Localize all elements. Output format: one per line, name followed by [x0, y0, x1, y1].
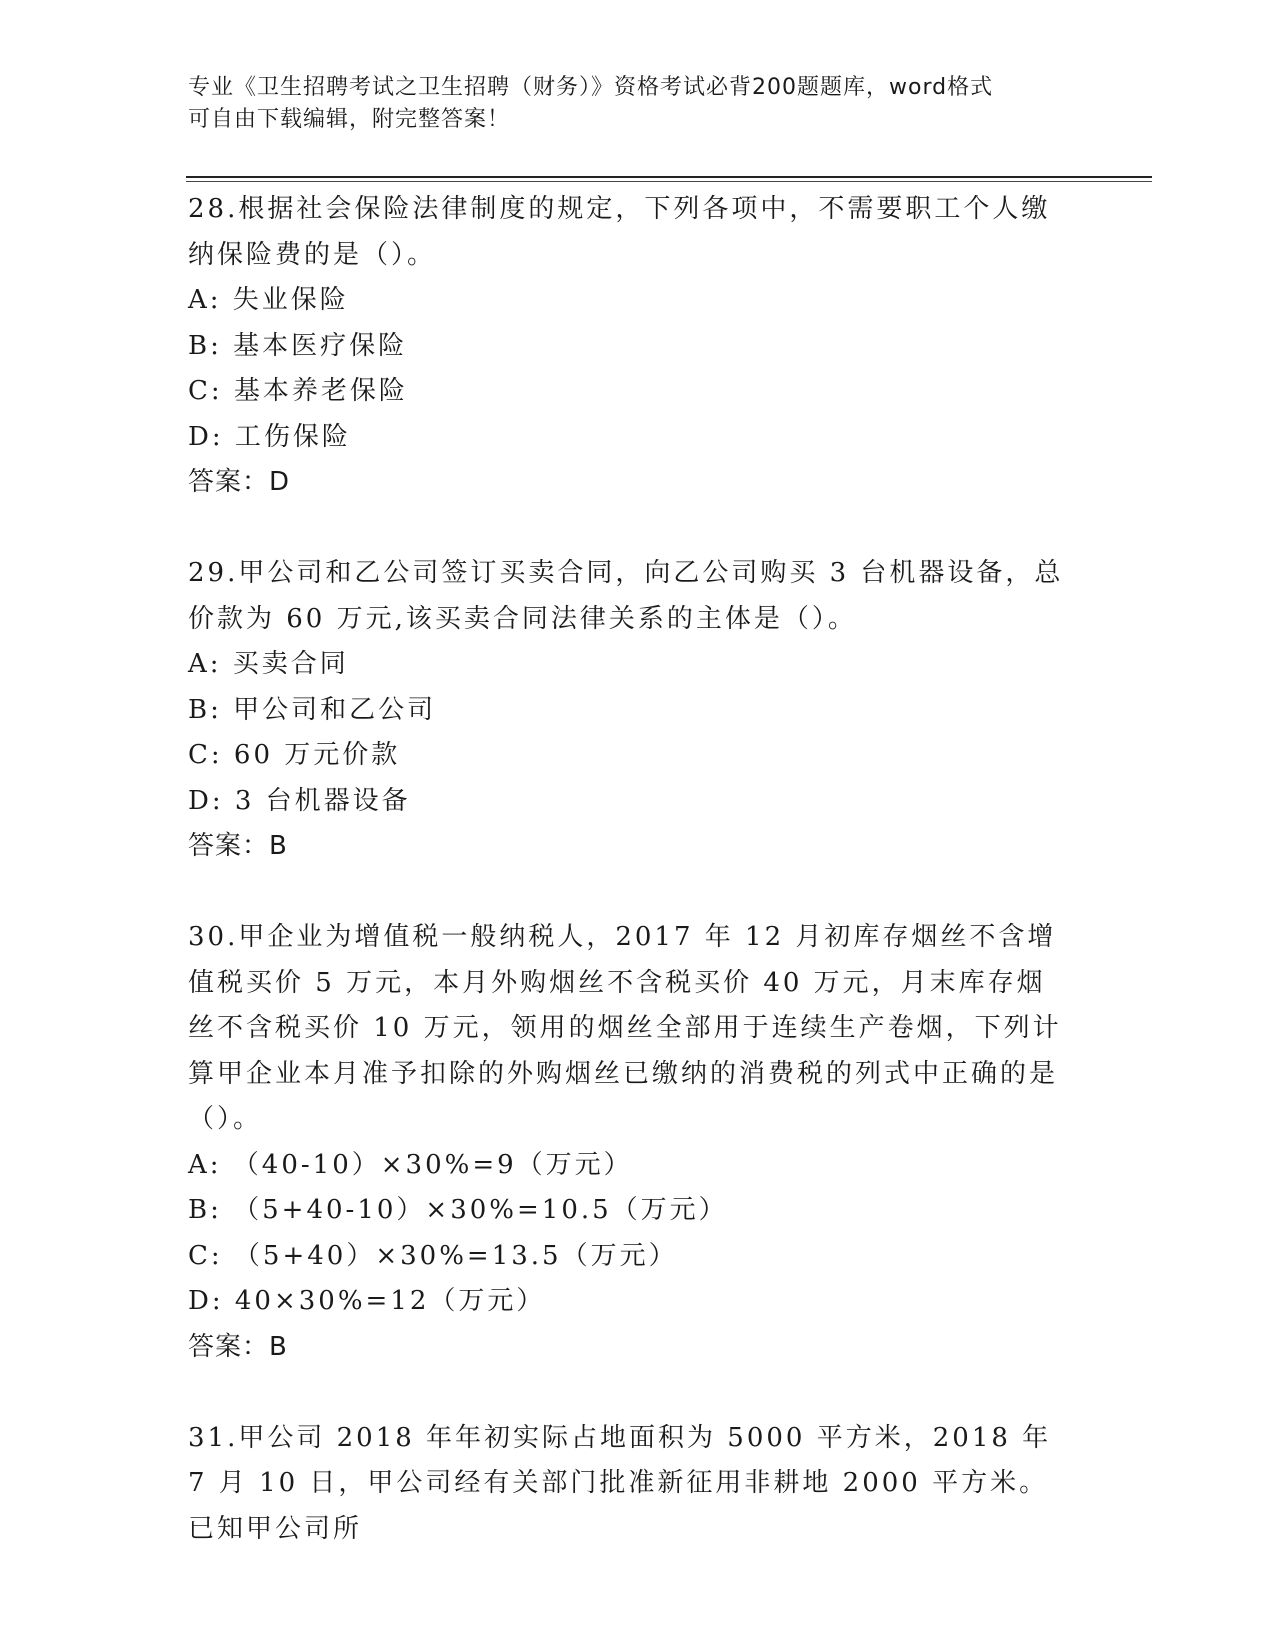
spacer [188, 1370, 1068, 1416]
option-b: B: 基本医疗保险 [188, 330, 408, 361]
question-text: 30.甲企业为增值税一般纳税人，2017 年 12 月初库存烟丝不含增值税买价 5 万元，本月外购烟丝不含税买价 40 万元，月末库存烟丝不含税买价 10 万元，领用的烟丝全部用于连续生产卷烟，下列计算甲企业本月准予扣除的外购烟丝已缴纳的消费税的列式中正确的是（）。 [188, 922, 1062, 1134]
question-text: 29.甲公司和乙公司签订买卖合同，向乙公司购买 3 台机器设备，总价款为 60 万元,该买卖合同法律关系的主体是（）。 [188, 558, 1064, 634]
option-a: A: 买卖合同 [188, 649, 349, 679]
question-30 [188, 915, 1068, 1370]
header-title-line-2: 可自由下载编辑，附完整答案！ [188, 107, 511, 132]
document-header [188, 72, 1088, 136]
option-a: A: 失业保险 [188, 285, 349, 315]
question-list [188, 187, 1068, 1552]
option-c: C: 基本养老保险 [188, 376, 408, 406]
spacer [188, 506, 1068, 552]
question-text: 28.根据社会保险法律制度的规定，下列各项中，不需要职工个人缴纳保险费的是（）。 [188, 194, 1051, 270]
header-title-line-1: 专业《卫生招聘考试之卫生招聘（财务）》资格考试必背200题题库，word格式 [188, 75, 994, 100]
option-d: D: 40×30%=12（万元） [188, 1286, 546, 1316]
question-text: 31.甲公司 2018 年年初实际占地面积为 5000 平方米，2018 年 7 月 10 日，甲公司经有关部门批准新征用非耕地 2000 平方米。已知甲公司所 [188, 1422, 1052, 1544]
question-31 [188, 1416, 1068, 1553]
option-b: B: （5+40-10）×30%=10.5（万元） [188, 1195, 728, 1225]
header-divider-thin [186, 181, 1152, 182]
option-c: C: （5+40）×30%=13.5（万元） [188, 1240, 678, 1271]
question-29 [188, 551, 1068, 870]
answer-line: 答案：B [188, 1331, 288, 1362]
header-divider [186, 176, 1152, 178]
option-c: C: 60 万元价款 [188, 740, 401, 770]
option-d: D: 工伤保险 [188, 421, 351, 452]
question-28 [188, 187, 1068, 506]
option-d: D: 3 台机器设备 [188, 785, 411, 816]
answer-line: 答案：B [188, 831, 288, 861]
answer-line: 答案：D [188, 467, 291, 497]
option-a: A: （40-10）×30%=9（万元） [188, 1149, 633, 1180]
option-b: B: 甲公司和乙公司 [188, 694, 437, 725]
spacer [188, 870, 1068, 916]
